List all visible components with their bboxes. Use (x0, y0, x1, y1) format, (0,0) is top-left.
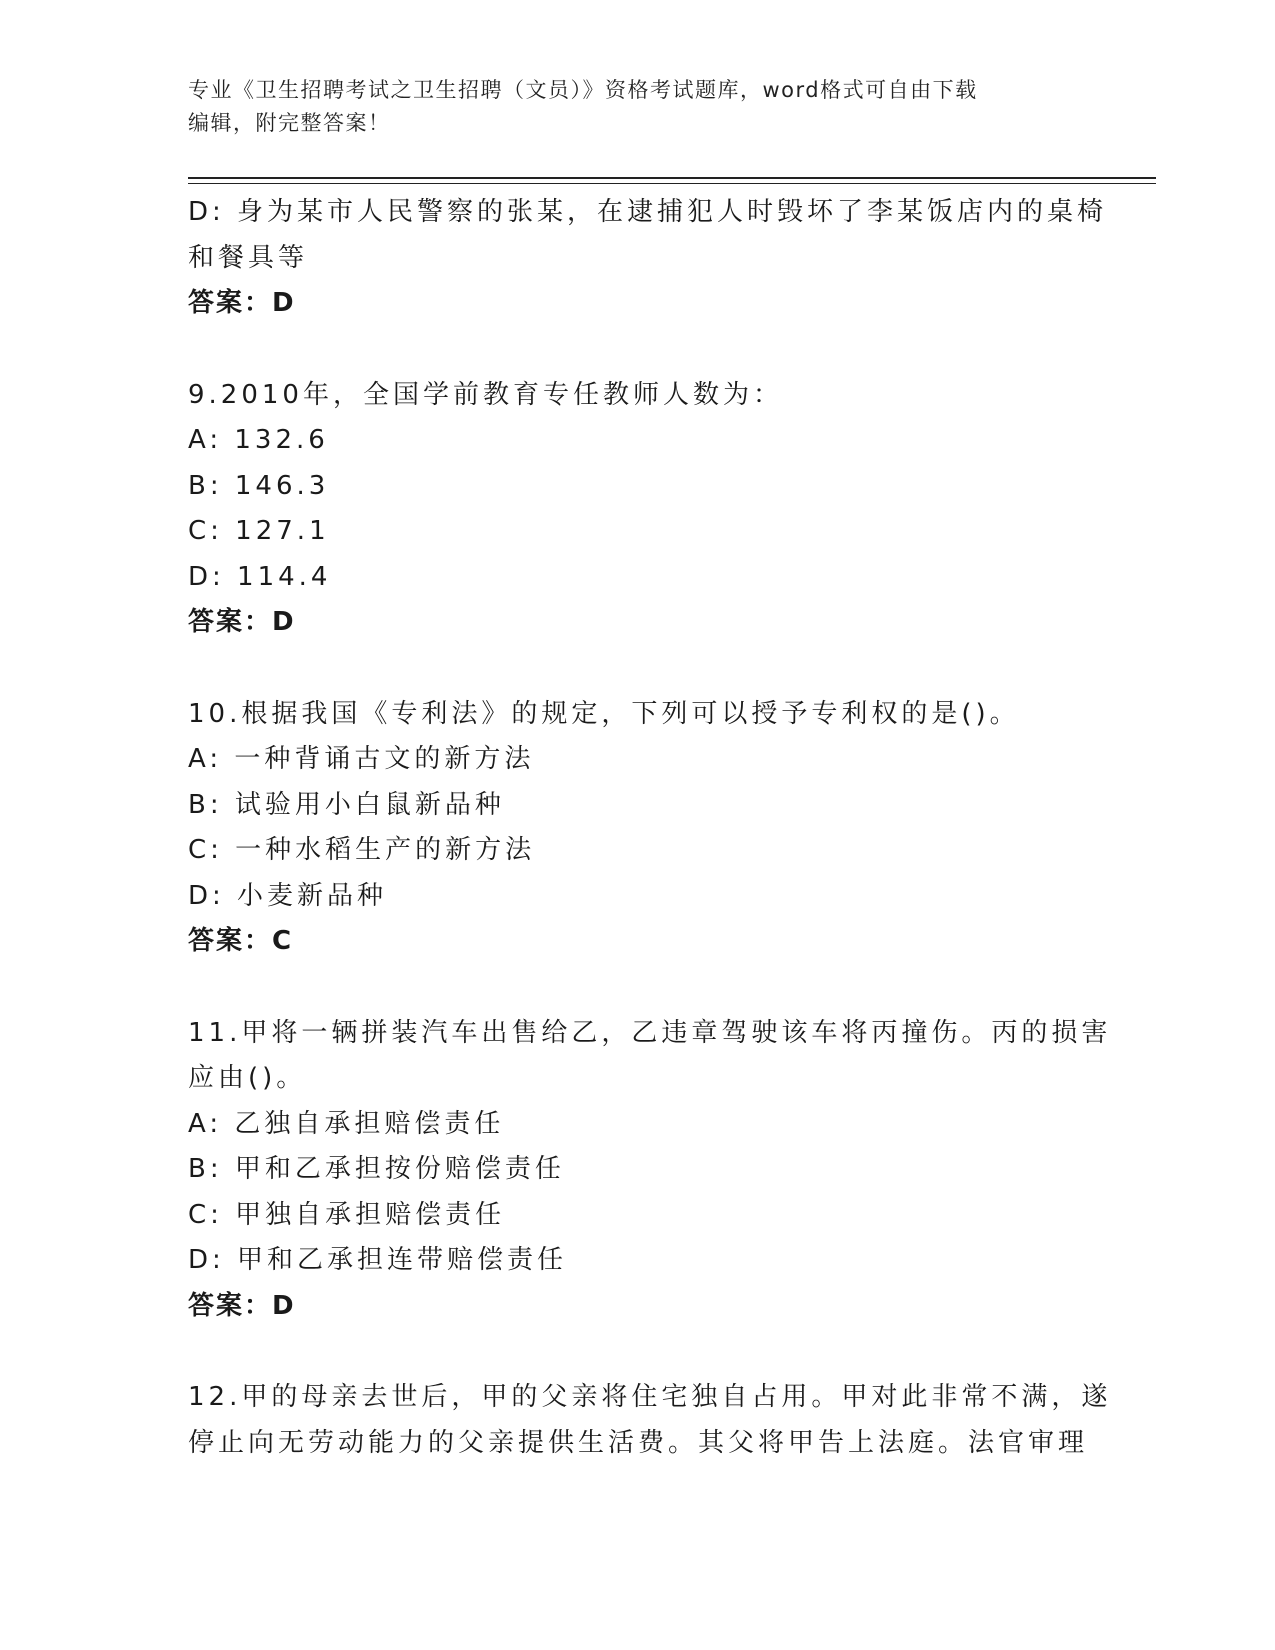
question-11-text-line-2: 应由()。 (188, 1063, 307, 1093)
question-10-answer: 答案：C (188, 926, 294, 956)
question-9-option-b: B: 146.3 (188, 470, 330, 501)
question-10-option-a: A: 一种背诵古文的新方法 (188, 744, 535, 774)
header-divider-thick (188, 177, 1156, 179)
question-10-option-c: C: 一种水稻生产的新方法 (188, 835, 536, 865)
header-line-1: 专业《卫生招聘考试之卫生招聘（文员）》资格考试题库，word格式可自由下载 (188, 78, 978, 102)
question-11-answer: 答案：D (188, 1290, 296, 1321)
question-10-text: 10.根据我国《专利法》的规定，下列可以授予专利权的是()。 (188, 698, 1020, 729)
question-9-option-a: A: 132.6 (188, 425, 329, 455)
question-9-answer: 答案：D (188, 607, 296, 637)
question-11-option-b: B: 甲和乙承担按份赔偿责任 (188, 1154, 565, 1184)
header-divider-thin (188, 183, 1156, 184)
question-10-option-b: B: 试验用小白鼠新品种 (188, 789, 505, 820)
prev-option-d-line-2: 和餐具等 (188, 242, 309, 273)
question-11-option-c: C: 甲独自承担赔偿责任 (188, 1199, 506, 1230)
prev-option-d-line-1: D: 身为某市人民警察的张某，在逮捕犯人时毁坏了李某饭店内的桌椅 (188, 197, 1108, 227)
question-12-text-line-1: 12.甲的母亲去世后，甲的父亲将住宅独自占用。甲对此非常不满，遂 (188, 1382, 1112, 1412)
question-list (188, 190, 1112, 1466)
question-10-option-d: D: 小麦新品种 (188, 880, 388, 911)
document-header (188, 74, 1068, 140)
question-9-option-d: D: 114.4 (188, 561, 332, 592)
question-11-option-d: D: 甲和乙承担连带赔偿责任 (188, 1245, 568, 1275)
question-9-option-c: C: 127.1 (188, 516, 330, 546)
question-12-text-line-2: 停止向无劳动能力的父亲提供生活费。其父将甲告上法庭。法官审理 (188, 1427, 1089, 1458)
question-11-option-a: A: 乙独自承担赔偿责任 (188, 1108, 505, 1139)
prev-answer: 答案：D (188, 288, 296, 318)
header-line-2: 编辑，附完整答案！ (188, 111, 391, 135)
question-9-text: 9.2010年，全国学前教育专任教师人数为： (188, 379, 783, 410)
question-11-text-line-1: 11.甲将一辆拼装汽车出售给乙，乙违章驾驶该车将丙撞伤。丙的损害 (188, 1017, 1112, 1048)
